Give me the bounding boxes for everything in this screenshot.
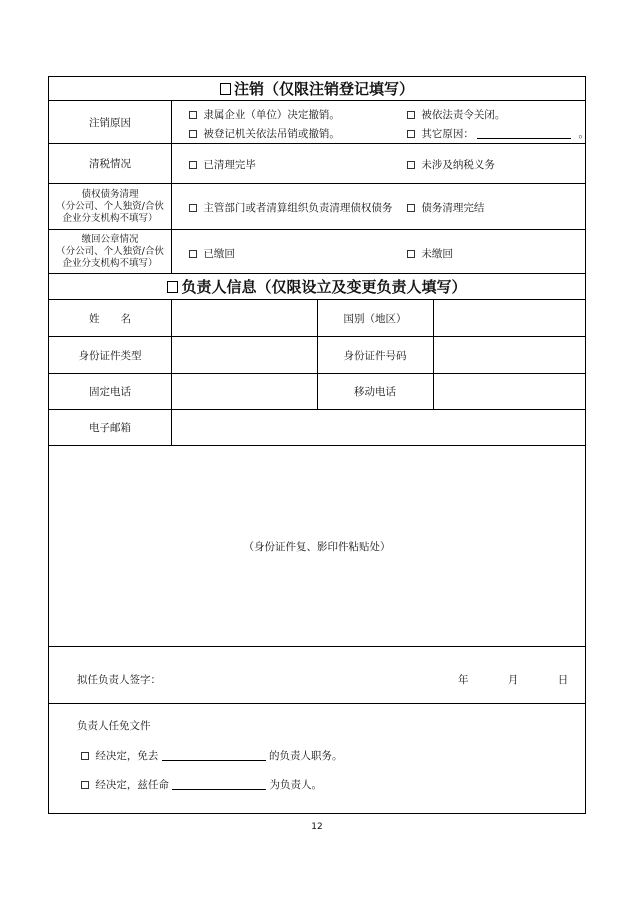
seal-note: （分公司、个人独资/合伙企业分支机构不填写）: [56, 245, 164, 269]
removal-checkbox[interactable]: [81, 752, 89, 760]
appointment-title: 负责人任免文件: [77, 720, 151, 732]
removal-prefix: 经决定，免去: [95, 750, 159, 762]
id-copy-paste-area: [49, 446, 585, 647]
debt-option-1: 主管部门或者清算组织负责清理债权债务: [203, 202, 393, 214]
id-number-label: 身份证件号码: [343, 349, 407, 362]
email-label: 电子邮箱: [89, 422, 131, 434]
debt-option-2: 债务清理完结: [421, 202, 485, 214]
appoint-suffix: 为负责人。: [269, 779, 323, 791]
removal-name-input[interactable]: [162, 749, 266, 761]
reason-checkbox-2[interactable]: [407, 111, 415, 119]
cancellation-reason-label: 注销原因: [89, 116, 131, 129]
paste-note: （身份证件复、影印件粘贴处）: [243, 540, 391, 553]
debt-note: （分公司、个人独资/合伙企业分支机构不填写）: [56, 200, 164, 224]
reason-checkbox-4[interactable]: [407, 130, 415, 138]
email-row: [49, 410, 585, 446]
tax-checkbox-1[interactable]: [189, 161, 197, 169]
reason-checkbox-3[interactable]: [189, 130, 197, 138]
phone-row: [49, 374, 585, 410]
seal-row: [49, 230, 585, 274]
debt-checkbox-1[interactable]: [189, 204, 197, 212]
seal-label: 缴回公章情况: [81, 233, 139, 245]
reason-option-3: 被登记机关依法吊销或撤销。: [203, 128, 340, 140]
appoint-name-input[interactable]: [172, 778, 266, 790]
id-row: [49, 337, 585, 374]
phone-label: 固定电话: [89, 386, 131, 398]
name-label: 姓 名: [89, 312, 131, 325]
tax-option-1: 已清理完毕: [203, 159, 256, 171]
reason-end-mark: 。: [578, 128, 590, 140]
appointment-section: [49, 704, 585, 813]
mobile-input[interactable]: [434, 374, 585, 409]
reason-option-1: 隶属企业（单位）决定撤销。: [203, 109, 340, 121]
cancellation-reason-row: [49, 101, 590, 144]
date-day: 日: [557, 674, 569, 686]
reason-option-4: 其它原因：: [421, 128, 474, 140]
registration-form: [48, 76, 590, 814]
tax-option-2: 未涉及纳税义务: [421, 159, 495, 171]
id-type-input[interactable]: [172, 337, 317, 373]
phone-input[interactable]: [172, 374, 317, 409]
leader-section-header: [49, 274, 585, 300]
seal-option-1: 已缴回: [203, 248, 235, 260]
tax-label: 清税情况: [89, 158, 131, 170]
seal-checkbox-2[interactable]: [407, 250, 415, 258]
cancellation-section-header: [49, 77, 585, 101]
tax-checkbox-2[interactable]: [407, 161, 415, 169]
email-input[interactable]: [172, 410, 585, 445]
other-reason-input[interactable]: [477, 127, 571, 139]
name-input[interactable]: [172, 300, 317, 336]
debt-label: 债权债务清理: [81, 188, 139, 200]
id-type-label: 身份证件类型: [78, 349, 142, 362]
removal-suffix: 的负责人职务。: [269, 750, 343, 762]
leader-checkbox[interactable]: [167, 281, 178, 293]
mobile-label: 移动电话: [354, 386, 396, 398]
country-input[interactable]: [434, 300, 585, 336]
reason-checkbox-1[interactable]: [189, 111, 197, 119]
signature-label: 拟任负责人签字：: [77, 674, 161, 686]
appoint-checkbox[interactable]: [81, 781, 89, 789]
tax-row: [49, 144, 585, 184]
cancellation-title: 注销（仅限注销登记填写）: [233, 80, 414, 98]
debt-checkbox-2[interactable]: [407, 204, 415, 212]
seal-option-2: 未缴回: [421, 248, 453, 260]
name-row: [49, 300, 585, 337]
signature-date[interactable]: [458, 672, 568, 687]
date-month: 月: [507, 674, 519, 686]
appoint-prefix: 经决定，兹任命: [95, 779, 169, 791]
date-year: 年: [458, 674, 469, 686]
reason-option-2: 被依法责令关闭。: [421, 109, 506, 121]
leader-title: 负责人信息（仅限设立及变更负责人填写）: [181, 278, 467, 296]
id-number-input[interactable]: [434, 337, 585, 373]
country-label: 国别（地区）: [343, 312, 407, 325]
signature-row: [49, 647, 585, 704]
page-number: 12: [311, 822, 323, 832]
debt-row: [49, 184, 585, 230]
cancellation-checkbox[interactable]: [220, 83, 231, 95]
seal-checkbox-1[interactable]: [189, 250, 197, 258]
